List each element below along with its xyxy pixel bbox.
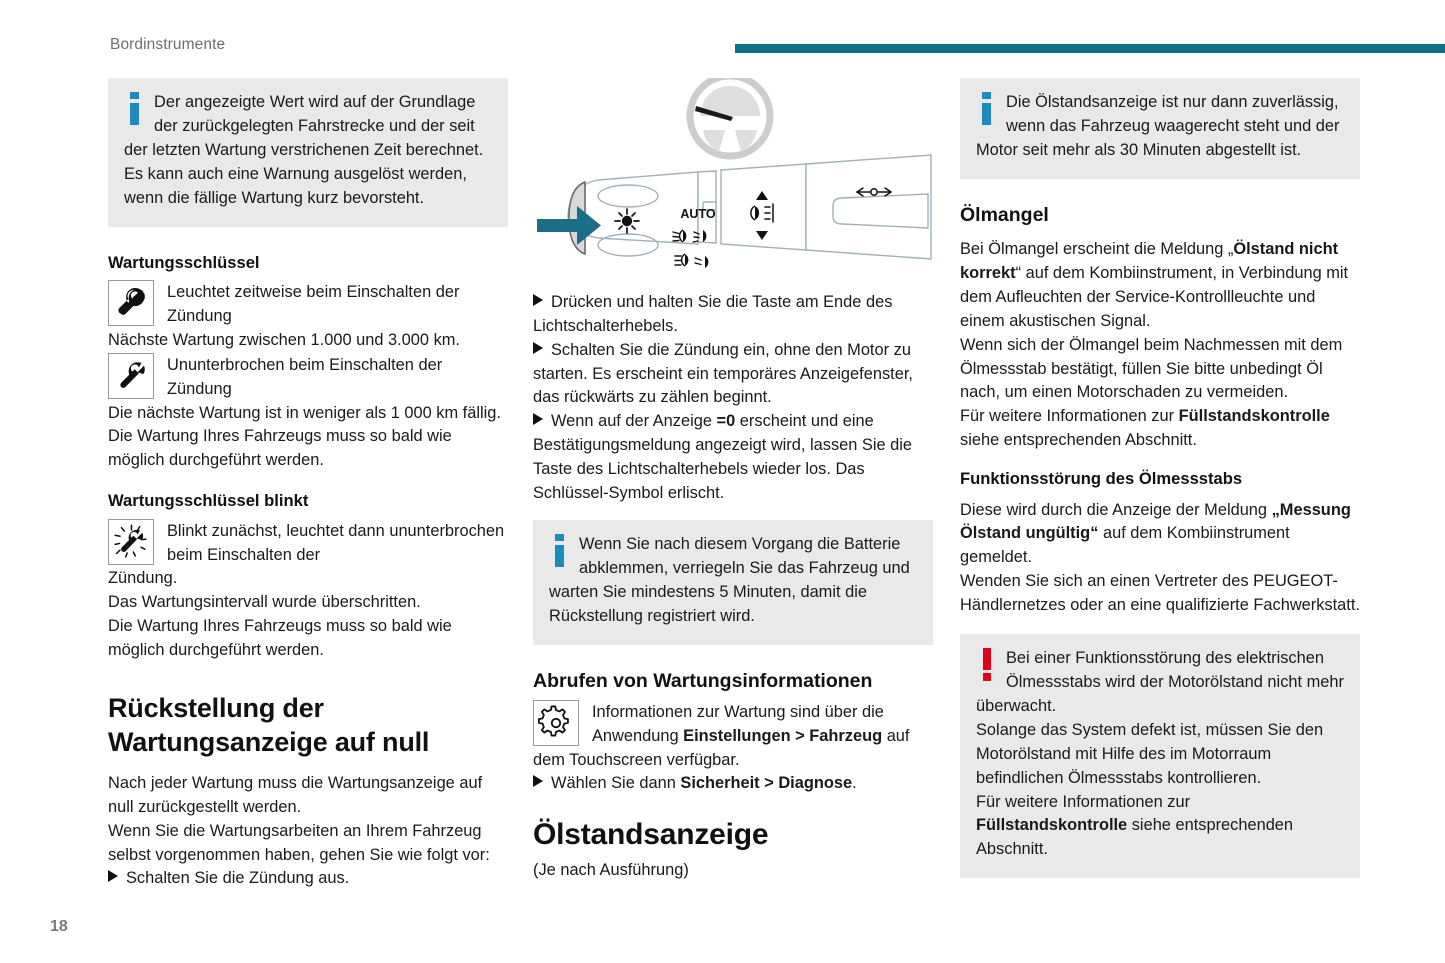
dipstick-text-2: Wenden Sie sich an einen Vertreter des PEUGEOT-Händlernetzes oder an eine qualifizierte Fachwerkstatt.	[960, 572, 1360, 614]
center-step-3-bold: =0	[716, 412, 736, 431]
header-title: Bordinstrumente	[110, 36, 226, 53]
page-header	[0, 0, 1445, 62]
gear-text-bold: Einstellungen > Fahrzeug	[683, 726, 883, 745]
center-step-1	[533, 291, 933, 339]
oil-lack-3-bold: Füllstandskontrolle	[1178, 407, 1330, 426]
gear-item-text	[592, 700, 933, 749]
note-text: Die Ölstandsanzeige ist nur dann zuverlässig, wenn das Fahrzeug waagerecht steht und der Motor seit mehr als 30 Minuten abgestellt ist.	[976, 93, 1340, 159]
main-beam-symbol	[675, 254, 708, 268]
oil-lack-b: “ auf dem Kombiinstrument, in Verbindung mit dem Aufleuchten der Service-Kontrollleuchte und einem akustischen Signal.	[960, 264, 1349, 330]
info-icon	[549, 533, 579, 567]
oil-lack-text-1	[960, 238, 1360, 333]
warning-icon	[976, 647, 1006, 681]
wrench-item-1	[108, 280, 508, 329]
right-column	[960, 78, 1360, 878]
center-step-4-bold: Sicherheit > Diagnose	[680, 774, 853, 793]
warning-text-2: Solange das System defekt ist, müssen Sie den Motorölstand mit Hilfe des im Motorraum befindlichen Ölmessstabs kontrollieren.	[976, 720, 1324, 787]
wrench-text-1: Nächste Wartung zwischen 1.000 und 3.000 km.	[108, 331, 460, 350]
note-text: Wenn Sie nach diesem Vorgang die Batterie abklemmen, verriegeln Sie das Fahrzeug und warten Sie mindestens 5 Minuten, damit die Rückstellung registriert wird.	[549, 534, 910, 625]
heading-ruckstellung: Rückstellung der Wartungsanzeige auf null	[108, 692, 430, 758]
dipstick-b: auf dem Kombiinstrument gemeldet.	[960, 524, 1290, 567]
page-number: 18	[50, 918, 68, 935]
warning-3-bold: Füllstandskontrolle	[976, 816, 1128, 835]
gear-text-a: Informationen zur Wartung sind über die Anwendung	[592, 702, 884, 745]
gear-item	[533, 700, 933, 749]
wrench-item-2-text: Ununterbrochen beim Einschalten der Zündung	[167, 355, 443, 398]
blink-text-2: Das Wartungsintervall wurde überschritten.	[108, 593, 421, 612]
sidelight-symbol	[615, 209, 639, 233]
warning-text-1: Bei einer Funktionsstörung des elektrischen Ölmessstabs wird der Motorölstand nicht mehr überwacht.	[976, 648, 1344, 715]
light-stalk-illustration	[533, 78, 933, 283]
info-icon	[976, 91, 1006, 125]
bullet-arrow-icon	[108, 870, 118, 882]
reset-step-1	[108, 867, 508, 891]
auto-label: AUTO	[680, 207, 716, 221]
bullet-arrow-icon	[533, 342, 543, 354]
steering-wheel-icon	[690, 78, 770, 156]
header-accent-rule	[735, 44, 1445, 53]
bullet-arrow-icon	[533, 413, 543, 425]
heading-oelstandsanzeige: Ölstandsanzeige	[533, 818, 769, 852]
center-step-4	[533, 772, 933, 796]
dipstick-bold: „Messung Ölstand ungültig“	[960, 500, 1351, 543]
wrench-text-3: Die Wartung Ihres Fahrzeugs muss so bald wie möglich durchgeführt werden.	[108, 427, 452, 470]
center-step-1-text: Drücken und halten Sie die Taste am Ende des Lichtschalterhebels.	[533, 293, 893, 335]
warning-3b: siehe entsprechenden Abschnitt.	[976, 816, 1294, 859]
wrench-item-1-text: Leuchtet zeitweise beim Einschalten der Zündung	[167, 283, 460, 326]
oil-lack-3a: Für weitere Informationen zur	[960, 407, 1179, 426]
wrench-icon	[108, 280, 154, 326]
warning-box-dipstick	[960, 634, 1360, 879]
bullet-arrow-icon	[533, 775, 543, 787]
note-box-oil-reliability	[960, 78, 1360, 179]
note-box-calculation	[108, 78, 508, 227]
oil-lack-text-3	[960, 405, 1360, 453]
center-step-3-text-b: erscheint und eine Bestätigungsmeldung angezeigt wird, lassen Sie die Taste des Lichtschalterhebels wieder los. Das Schlüssel-Symbol erlischt.	[533, 412, 913, 502]
wrench-blink-item-text: Blinkt zunächst, leuchtet dann ununterbrochen beim Einschalten der	[167, 521, 505, 564]
center-step-3	[533, 410, 933, 505]
oil-lack-bold: Ölstand nicht korrekt	[960, 240, 1339, 283]
center-step-2-text: Schalten Sie die Zündung ein, ohne den Motor zu starten. Es erscheint ein temporäres Anzeigefenster, das rückwärts zu zählen beginnt.	[533, 340, 913, 407]
warning-text-3	[976, 791, 1344, 863]
blink-text-1: Zündung.	[108, 569, 178, 588]
dipstick-text-1	[960, 499, 1360, 571]
bullet-arrow-icon	[533, 294, 543, 306]
heading-oelmangel: Ölmangel	[960, 203, 1049, 226]
heading-abrufen: Abrufen von Wartungsinformationen	[533, 669, 873, 692]
warning-3a: Für weitere Informationen zur	[976, 792, 1191, 811]
center-step-2	[533, 339, 933, 411]
oil-lack-text-2: Wenn sich der Ölmangel beim Nachmessen mit dem Ölmessstab bestätigt, füllen Sie bitte unbedingt Öl nach, um einen Motorschaden zu vermeiden.	[960, 335, 1343, 402]
note-text: Der angezeigte Wert wird auf der Grundlage der zurückgelegten Fahrstrecke und der seit der letzten Wartung verstrichenen Zeit berechnet. Es kann auch eine Warnung ausgelöst werden, wenn die fällige Wartung kurz bevorsteht.	[124, 93, 484, 207]
center-step-4-text-b: .	[852, 774, 857, 793]
wrench-text-2: Die nächste Wartung ist in weniger als 1 000 km fällig.	[108, 403, 501, 422]
info-icon	[124, 91, 154, 125]
wrench-icon	[108, 353, 154, 399]
gear-text-b: auf	[882, 726, 910, 745]
wrench-item-2	[108, 353, 508, 402]
oil-subtitle: (Je nach Ausführung)	[533, 860, 689, 879]
oil-lack-3b: siehe entsprechenden Abschnitt.	[960, 431, 1197, 450]
reset-step-1-text: Schalten Sie die Zündung aus.	[126, 869, 350, 888]
note-box-battery	[533, 520, 933, 645]
center-step-4-text-a: Wählen Sie dann	[551, 774, 681, 793]
wrench-blink-item	[108, 519, 508, 568]
center-step-3-text-a: Wenn auf der Anzeige	[551, 412, 717, 431]
gear-text-cont: dem Touchscreen verfügbar.	[533, 750, 740, 769]
heading-funktionsstoerung: Funktionsstörung des Ölmessstabs	[960, 468, 1243, 488]
reset-text-1: Nach jeder Wartung muss die Wartungsanzeige auf null zurückgestellt werden.	[108, 774, 483, 816]
gear-icon	[533, 700, 579, 746]
center-column	[533, 78, 933, 883]
heading-wartungsschluessel: Wartungsschlüssel	[108, 252, 260, 272]
wrench-blinking-icon	[108, 519, 154, 565]
heading-wartungsschluessel-blinkt: Wartungsschlüssel blinkt	[108, 491, 309, 511]
oil-lack-a: Bei Ölmangel erscheint die Meldung „	[960, 240, 1234, 259]
dipstick-a: Diese wird durch die Anzeige der Meldung	[960, 500, 1272, 519]
reset-text-2: Wenn Sie die Wartungsarbeiten an Ihrem Fahrzeug selbst vorgenommen haben, gehen Sie wie folgt vor:	[108, 821, 490, 864]
blink-text-3: Die Wartung Ihres Fahrzeugs muss so bald wie möglich durchgeführt werden.	[108, 617, 452, 660]
left-column	[108, 78, 508, 891]
